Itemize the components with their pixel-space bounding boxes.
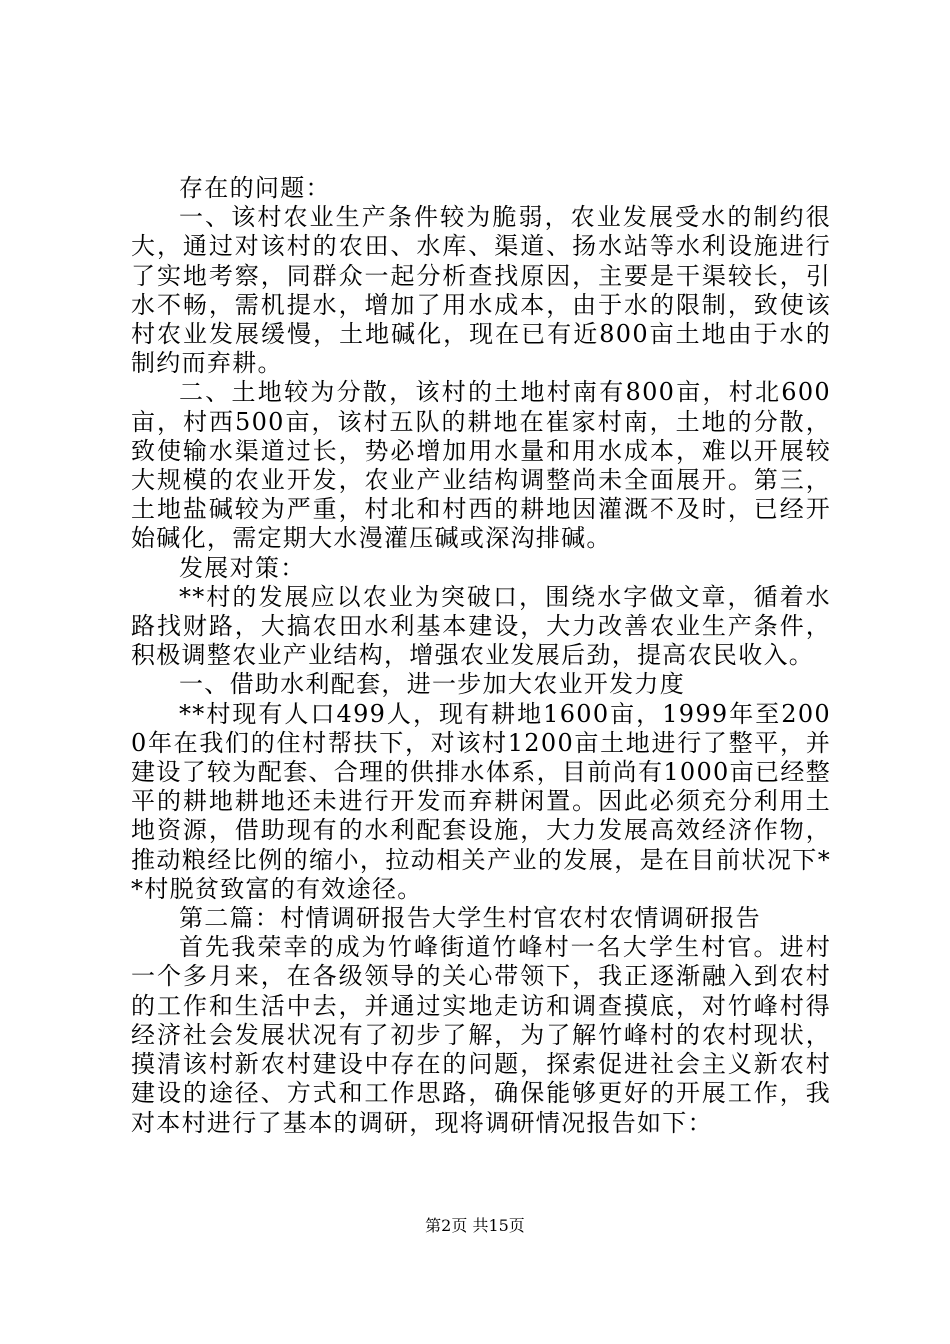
section-heading-problems: 存在的问题：	[179, 174, 331, 202]
paragraph-village-land: **村现有人口499人，现有耕地1600亩，1999年至2000年在我们的住村帮扶下，对该村1200亩土地进行了整平，并建设了较为配套、合理的供排水体系，目前尚有1000亩已经整平的耕地耕地还未进行开发而弃耕闲置。因此必须充分利用土地资源，借助现有的水利配套设施，大力发展高效经济作物，推动粮经比例的缩小，拉动相关产业的发展，是在目前状况下**村脱贫致富的有效途径。	[131, 699, 831, 903]
paragraph-intro-second: 首先我荣幸的成为竹峰街道竹峰村一名大学生村官。进村一个多月来，在各级领导的关心带领下，我正逐渐融入到农村的工作和生活中去，并通过实地走访和调查摸底，对竹峰村得经济社会发展状况有了初步了解，为了解竹峰村的农村现状，摸清该村新农村建设中存在的问题，探索促进社会主义新农村建设的途径、方式和工作思路，确保能够更好的开展工作，我对本村进行了基本的调研，现将调研情况报告如下：	[131, 933, 831, 1137]
paragraph-land-dispersion: 二、土地较为分散，该村的土地村南有800亩，村北600亩，村西500亩，该村五队的耕地在崔家村南，土地的分散，致使输水渠道过长，势必增加用水量和用水成本，难以开展较大规模的农业开发，农业产业结构调整尚未全面展开。第三，土地盐碱较为严重，村北和村西的耕地因灌溉不及时，已经开始碱化，需定期大水漫灌压碱或深沟排碱。	[131, 378, 831, 553]
paragraph-water-constraint: 一、该村农业生产条件较为脆弱，农业发展受水的制约很大，通过对该村的农田、水库、渠道、扬水站等水利设施进行了实地考察，同群众一起分析查找原因，主要是干渠较长，引水不畅，需机提水，增加了用水成本，由于水的限制，致使该村农业发展缓慢，土地碱化，现在已有近800亩土地由于水的制约而弃耕。	[131, 203, 831, 378]
chapter-heading-second: 第二篇：村情调研报告大学生村官农村农情调研报告	[179, 904, 761, 933]
page-number-footer: 第2页 共15页	[425, 1216, 525, 1235]
section-heading-strategies: 发展对策：	[179, 553, 306, 582]
document-body	[131, 174, 831, 1138]
subheading-water-conservancy: 一、借助水利配套，进一步加大农业开发力度	[179, 670, 685, 699]
paragraph-strategy-overview: **村的发展应以农业为突破口，围绕水字做文章，循着水路找财路，大搞农田水利基本建设，大力改善农业生产条件，积极调整农业产业结构，增强农业发展后劲，提高农民收入。	[131, 582, 831, 670]
